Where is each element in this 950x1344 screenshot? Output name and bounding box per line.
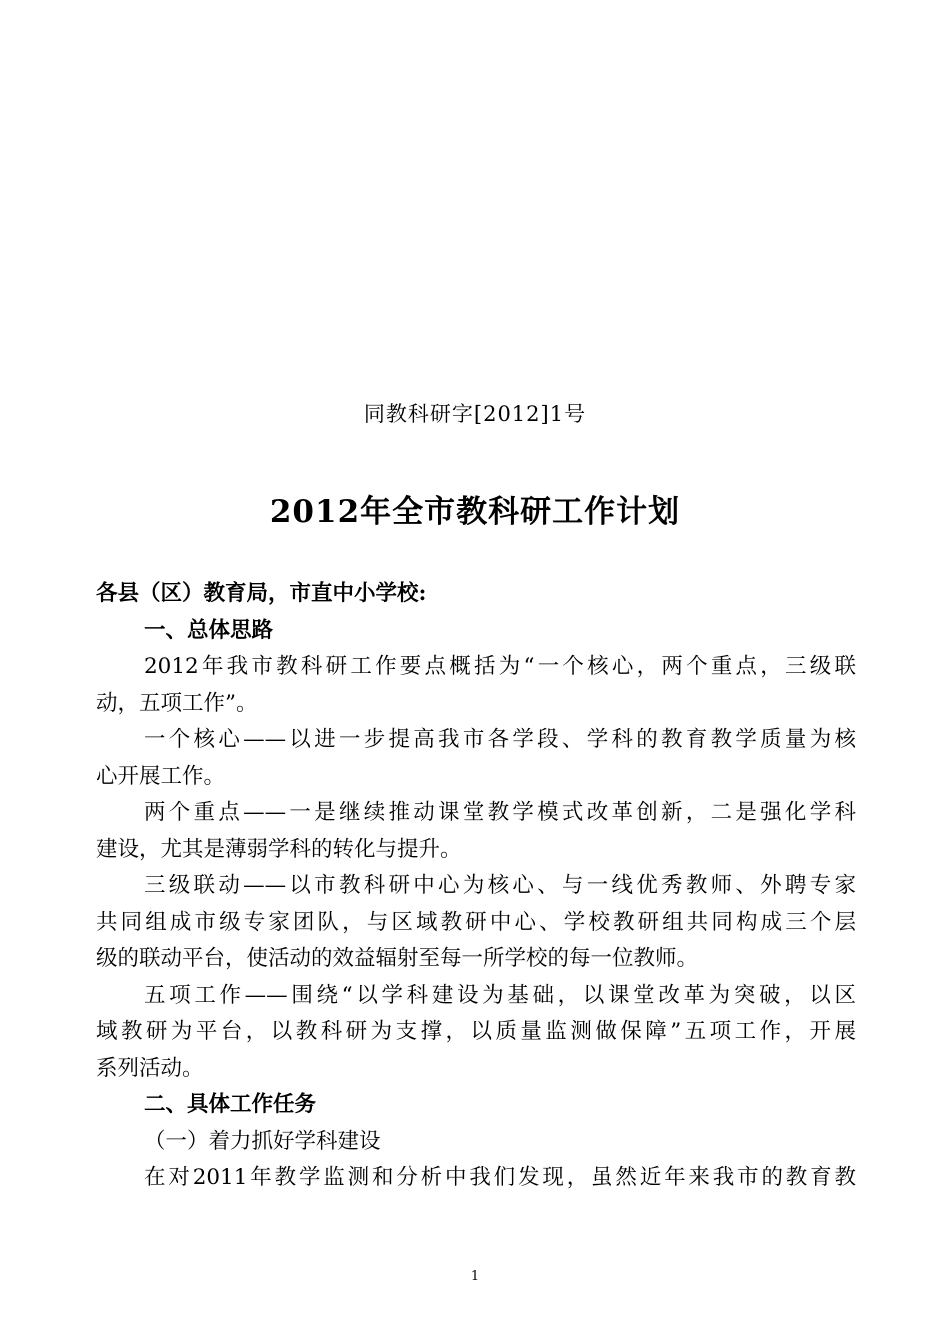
document-title: 2012年全市教科研工作计划 <box>269 494 681 530</box>
body-line-8: 三级联动——以市教科研中心为核心、与一线优秀教师、外聘专家 <box>144 873 856 898</box>
body-line-4: 一个核心——以进一步提高我市各学段、学科的教育教学质量为核 <box>144 727 856 752</box>
body-line-16: 在对2011年教学监测和分析中我们发现，虽然近年来我市的教育教 <box>144 1165 856 1190</box>
body-line-2: 2012年我市教科研工作要点概括为“一个核心，两个重点，三级联 <box>144 654 856 679</box>
body-line-11: 五项工作——围绕“以学科建设为基础，以课堂改革为突破，以区 <box>144 982 856 1008</box>
body-line-0: 各县（区）教育局，市直中小学校: <box>96 581 427 606</box>
body-line-12: 域教研为平台，以教科研为支撑，以质量监测做保障”五项工作，开展 <box>96 1019 856 1044</box>
body-line-13: 系列活动。 <box>96 1055 204 1081</box>
body-line-7: 建设，尤其是薄弱学科的转化与提升。 <box>96 836 462 862</box>
body-line-15: （一）着力抓好学科建设 <box>144 1128 381 1154</box>
body-line-9: 共同组成市级专家团队，与区域教研中心、学校教研组共同构成三个层 <box>96 909 856 935</box>
body-line-10: 级的联动平台，使活动的效益辐射至每一所学校的每一位教师。 <box>96 946 699 971</box>
body-line-3: 动，五项工作”。 <box>96 690 258 716</box>
page-number: 1 <box>470 1269 480 1284</box>
body-line-1: 一、总体思路 <box>144 617 274 643</box>
document-number: 同教科研字[2012]1号 <box>363 402 587 426</box>
body-line-5: 心开展工作。 <box>96 763 226 789</box>
body-line-6: 两个重点——一是继续推动课堂教学模式改革创新，二是强化学科 <box>144 800 856 825</box>
document-body <box>96 576 856 1197</box>
body-line-14: 二、具体工作任务 <box>144 1092 317 1117</box>
